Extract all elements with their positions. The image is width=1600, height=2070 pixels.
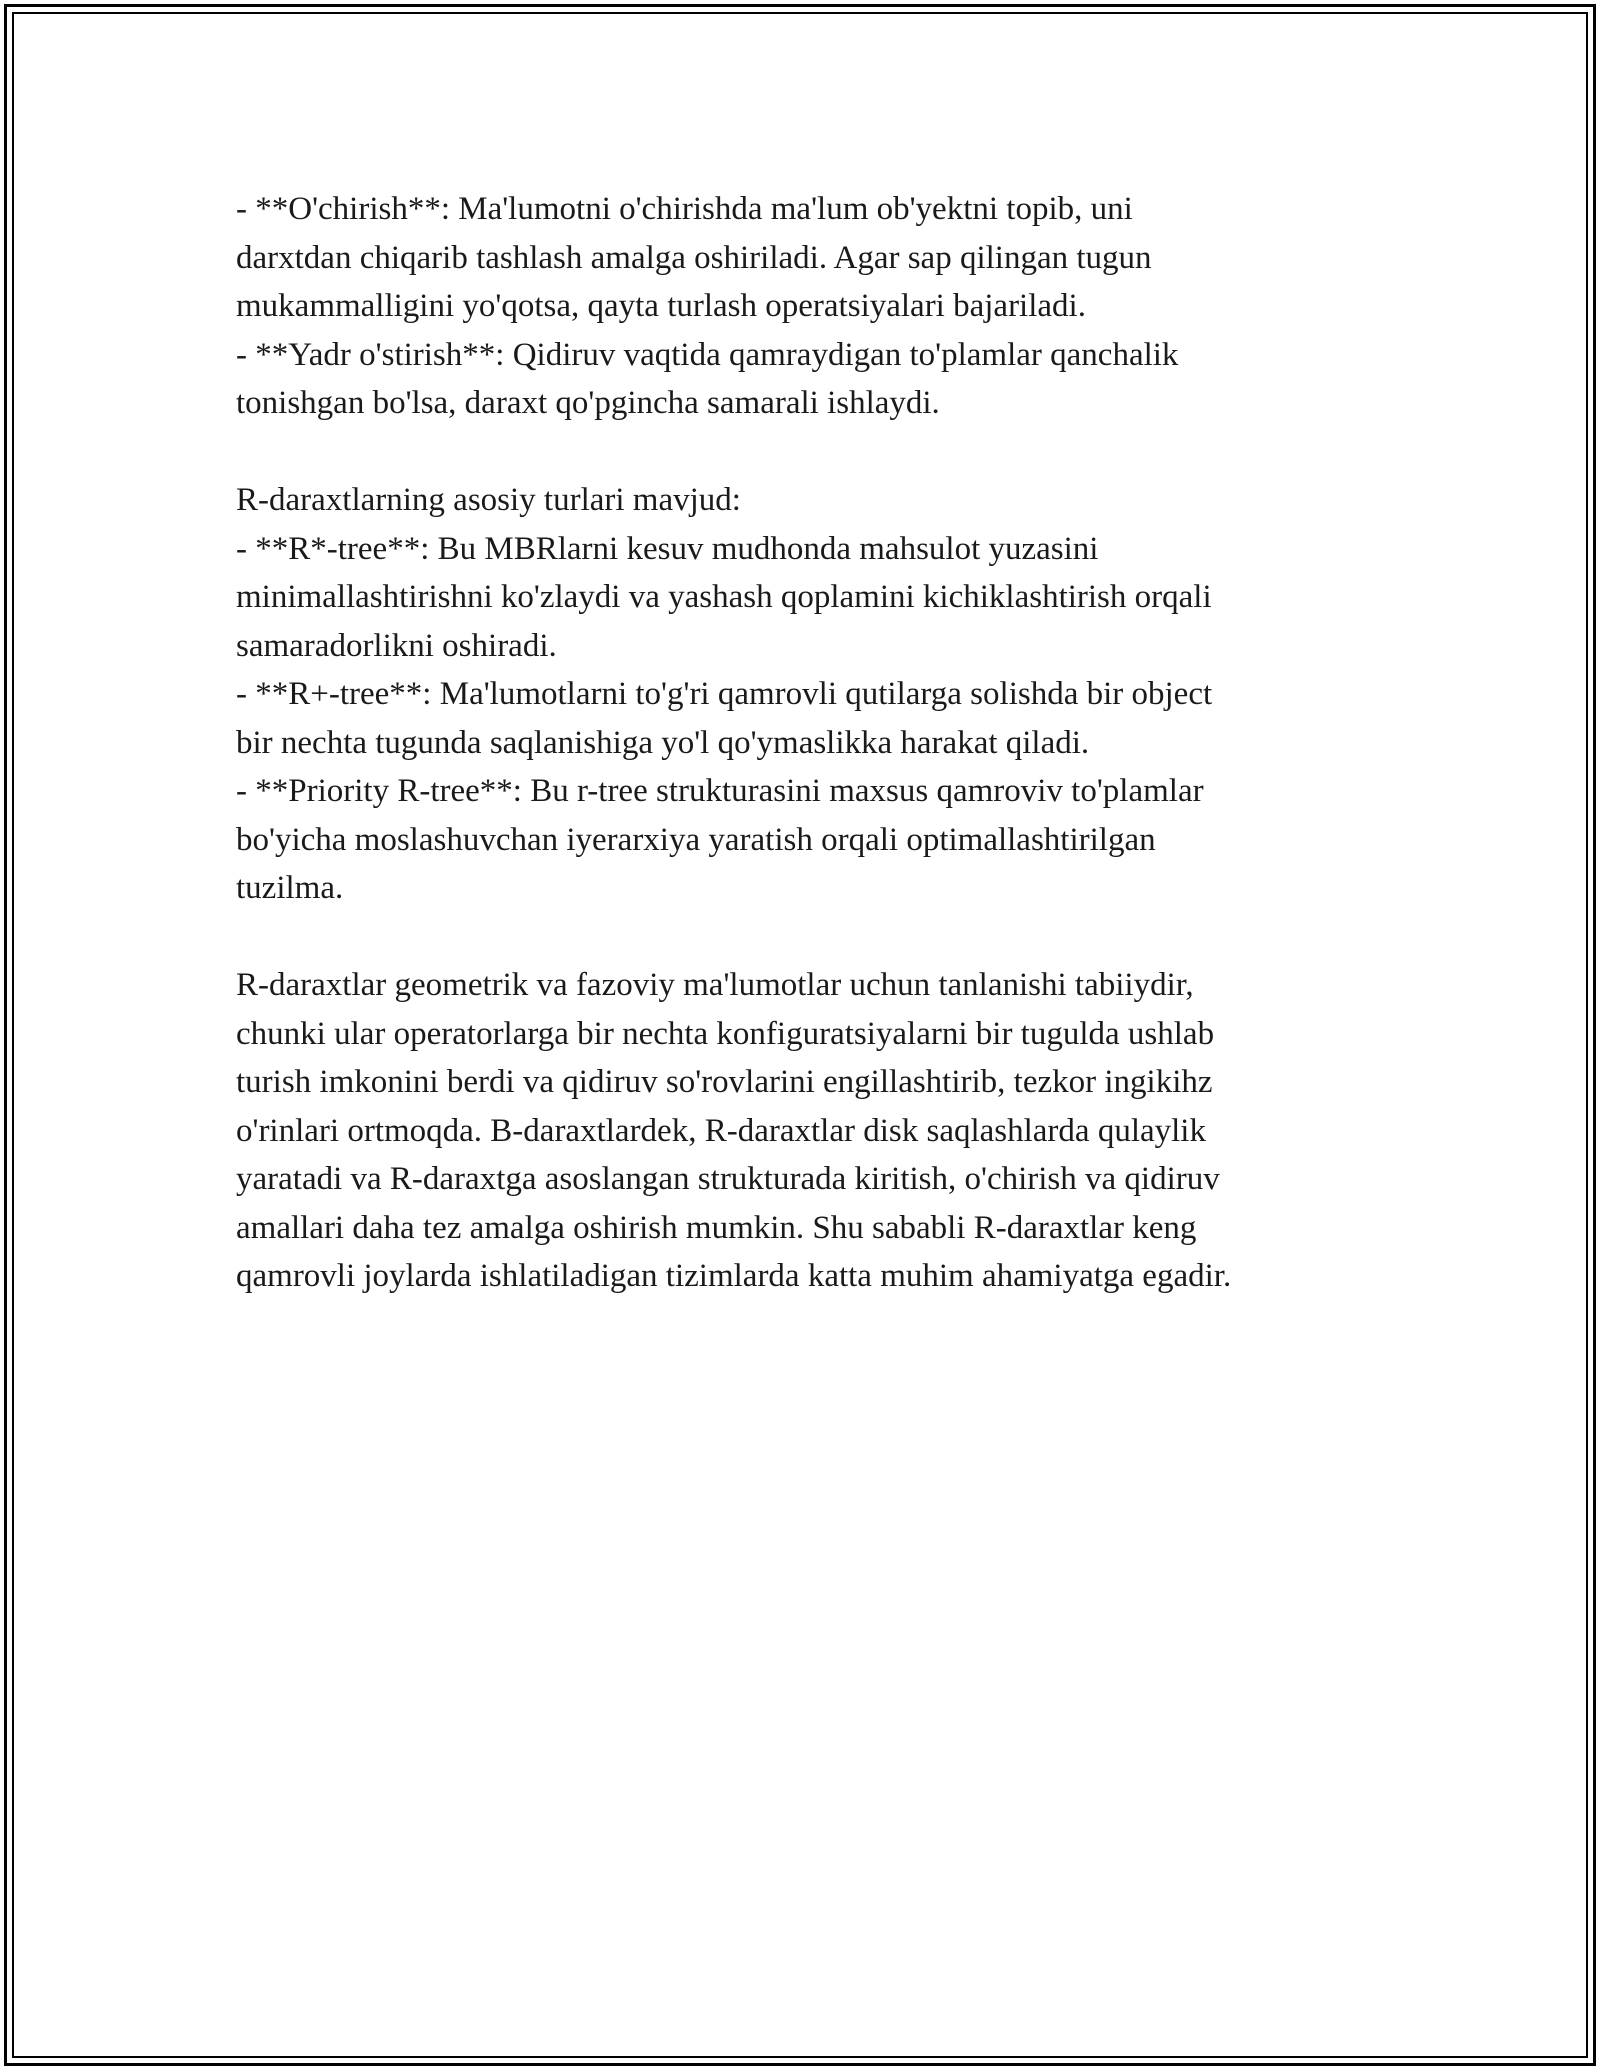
text-line: turish imkonini berdi va qidiruv so'rovlarini engillashtirib, tezkor ingikihz	[236, 1064, 1213, 1100]
document-body	[236, 185, 1416, 1301]
text-line: amallari daha tez amalga oshirish mumkin. Shu sababli R-daraxtlar keng	[236, 1209, 1197, 1246]
text-line: - **Yadr o'stirish**: Qidiruv vaqtida qamraydigan to'plamlar qanchalik	[236, 336, 1179, 373]
text-line: bir nechta tugunda saqlanishiga yo'l qo'ymaslikka harakat qiladi.	[236, 724, 1090, 761]
text-line: R-daraxtlar geometrik va fazoviy ma'lumotlar uchun tanlanishi tabiiydir,	[236, 967, 1194, 1003]
text-line: mukammalligini yo'qotsa, qayta turlash operatsiyalari bajariladi.	[236, 288, 1086, 324]
text-line: - **Priority R-tree**: Bu r-tree strukturasini maxsus qamroviv to'plamlar	[236, 773, 1204, 809]
text-line: minimallashtirishni ko'zlaydi va yashash qoplamini kichiklashtirish orqali	[236, 579, 1212, 615]
text-line: tonishgan bo'lsa, daraxt qo'pgincha samarali ishlaydi.	[236, 385, 940, 421]
paragraph-gap	[236, 913, 1416, 962]
text-line: yaratadi va R-daraxtga asoslangan strukturada kiritish, o'chirish va qidiruv	[236, 1161, 1220, 1197]
text-line: qamrovli joylarda ishlatiladigan tizimlarda katta muhim ahamiyatga egadir.	[236, 1258, 1232, 1294]
text-line: samaradorlikni oshiradi.	[236, 627, 557, 664]
text-line: chunki ular operatorlarga bir nechta konfiguratsiyalarni bir tugulda ushlab	[236, 1015, 1215, 1052]
text-line: tuzilma.	[236, 870, 344, 906]
text-line: - **R*-tree**: Bu MBRlarni kesuv mudhonda mahsulot yuzasini	[236, 530, 1099, 567]
text-line: - **O'chirish**: Ma'lumotni o'chirishda ma'lum ob'yektni topib, uni	[236, 191, 1133, 227]
text-line: - **R+-tree**: Ma'lumotlarni to'g'ri qamrovli qutilarga solishda bir object	[236, 676, 1213, 712]
text-line: o'rinlari ortmoqda. B-daraxtlardek, R-daraxtlar disk saqlashlarda qulaylik	[236, 1112, 1206, 1149]
text-line: darxtdan chiqarib tashlash amalga oshiriladi. Agar sap qilingan tugun	[236, 239, 1152, 276]
text-line: bo'yicha moslashuvchan iyerarxiya yaratish orqali optimallashtirilgan	[236, 821, 1156, 858]
text-line: R-daraxtlarning asosiy turlari mavjud:	[236, 482, 741, 518]
paragraph-gap	[236, 428, 1416, 477]
